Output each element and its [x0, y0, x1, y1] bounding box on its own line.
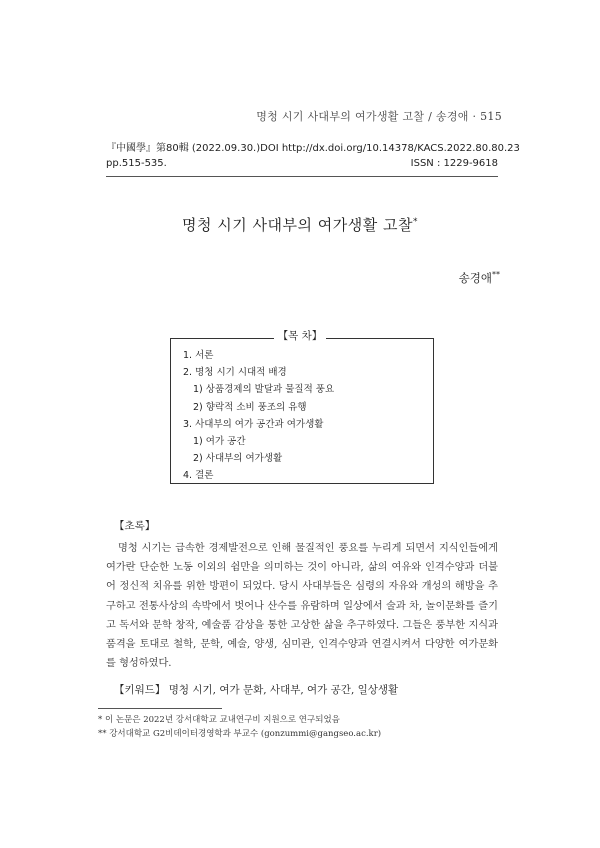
meta-divider: [106, 176, 498, 177]
footnote-2: ** 강서대학교 G2비데이터경영학과 부교수 (gonzummi@gangseo.ac.kr): [98, 729, 382, 739]
abstract-label: 【초록】: [114, 520, 156, 532]
toc-list: [183, 347, 334, 485]
toc-item: 2. 명청 시기 시대적 배경: [183, 367, 287, 379]
paper-title-text: 명청 시기 사대부의 여가생활 고찰: [182, 216, 413, 234]
toc-item: 1) 여가 공간: [193, 436, 246, 448]
doi-link[interactable]: DOI http://dx.doi.org/10.14378/KACS.2022.80.80.23: [260, 143, 520, 154]
toc-item: 2) 향락적 소비 풍조의 유행: [193, 401, 307, 413]
toc-item: 1) 상품경제의 발달과 물질적 풍요: [193, 384, 335, 396]
running-header: 명청 시기 사대부의 여가생활 고찰 / 송경애 · 515: [256, 110, 502, 123]
title-footnote-mark: *: [412, 217, 418, 227]
author: [459, 270, 500, 286]
footnote-1: * 이 논문은 2022년 강서대학교 교내연구비 지원으로 연구되었음: [98, 715, 340, 725]
journal-info: 『中國學』第80輯 (2022.09.30.): [106, 143, 261, 154]
toc-heading: 【목 차】: [0, 328, 600, 343]
author-footnote-mark: **: [492, 270, 500, 280]
toc-item: 4. 결론: [183, 470, 214, 482]
paper-title: [0, 214, 600, 235]
toc-item: 2) 사대부의 여가생활: [193, 453, 283, 465]
author-name: 송경애: [458, 271, 492, 285]
publication-meta: [106, 141, 520, 171]
footnote-divider: [98, 708, 222, 709]
keywords: 【키워드】 명청 시기, 여가 문화, 사대부, 여가 공간, 일상생활: [114, 684, 399, 696]
page-range: pp.515-535.: [106, 158, 167, 169]
footnotes: [98, 713, 381, 741]
toc-item: 1. 서론: [183, 350, 214, 361]
issn: ISSN : 1229-9618: [410, 158, 498, 169]
abstract-body: 명청 시기는 급속한 경제발전으로 인해 물질적인 풍요를 누리게 되면서 지식인들에게 여가란 단순한 노동 이외의 쉼만을 의미하는 것이 아니라, 삶의 여유와 인격수양과 더불어 정신적 치유를 위한 방편이 되었다. 당시 사대부들은 심령의 자유와 개성의 해방을 추구하고 전통사상의 속박에서 벗어나 산수를 유람하며 일상에서 술과 차, 놀이문화를 즐기고 독서와 문학 창작, 예술품 감상을 통한 고상한 삶을 추구하였다. 그들은 풍부한 지식과 품격을 토대로 철학, 문학, 예술, 양생, 심미관, 인격수양과 연결시켜서 다양한 여가문화를 형성하였다.: [106, 543, 498, 670]
toc-item: 3. 사대부의 여가 공간과 여가생활: [183, 418, 324, 430]
